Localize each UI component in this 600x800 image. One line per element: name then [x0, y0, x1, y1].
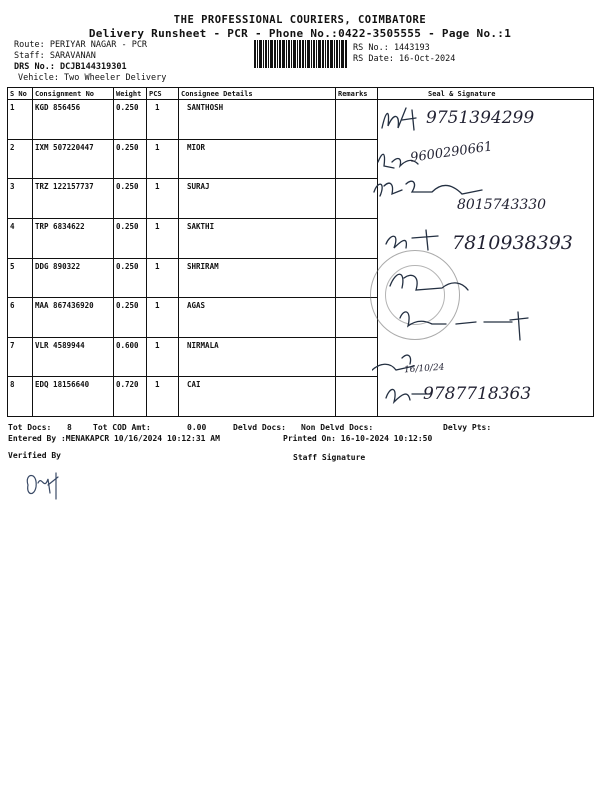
- cell-weight: 0.250: [114, 179, 147, 219]
- cell-sno: 3: [8, 179, 33, 219]
- cell-pcs: 1: [147, 139, 179, 179]
- cell-consignee: MIOR: [179, 139, 336, 179]
- handwritten-date: 16/10/24: [403, 362, 445, 376]
- table-header-row: [8, 88, 594, 100]
- column-header: Seal & Signature: [378, 88, 594, 100]
- cell-consignee: SAKTHI: [179, 218, 336, 258]
- signature-row6: [400, 312, 528, 340]
- cell-weight: 0.600: [114, 337, 147, 377]
- runsheet-subtitle: Delivery Runsheet - PCR - Phone No.:0422-3505555 - Page No.:1: [88, 27, 512, 40]
- cell-consignee: SANTHOSH: [179, 100, 336, 140]
- cell-consignee: AGAS: [179, 298, 336, 338]
- cell-consignee: NIRMALA: [179, 337, 336, 377]
- tot-cod-value: 0.00: [187, 423, 207, 432]
- cell-sno: 5: [8, 258, 33, 298]
- drs-number: DRS No.: DCJB144319301: [14, 62, 127, 72]
- tot-docs-label: Tot Docs:: [8, 423, 52, 432]
- handwritten-phone-2: 9600290661: [409, 139, 494, 166]
- cell-consignee: SHRIRAM: [179, 258, 336, 298]
- printed-on: Printed On: 16-10-2024 10:12:50: [283, 434, 433, 443]
- cell-consignee: CAI: [179, 377, 336, 417]
- cell-consignment: KGD 856456: [33, 100, 114, 140]
- column-header: Weight: [114, 88, 147, 100]
- cell-sno: 2: [8, 139, 33, 179]
- column-header: Consignment No: [33, 88, 114, 100]
- company-title: THE PROFESSIONAL COURIERS, COIMBATORE: [173, 14, 427, 26]
- signature-row3: [374, 181, 482, 196]
- verified-by-label: Verified By: [8, 451, 61, 460]
- handwritten-phone-1: 9751394299: [426, 108, 535, 128]
- route-label: Route: PERIYAR NAGAR - PCR: [14, 40, 148, 50]
- column-header: Consignee Details: [179, 88, 336, 100]
- staff-signature-label: Staff Signature: [293, 453, 366, 462]
- cell-consignee: SURAJ: [179, 179, 336, 219]
- cell-sno: 1: [8, 100, 33, 140]
- rs-date: RS Date: 16-Oct-2024: [353, 54, 456, 64]
- cell-sno: 7: [8, 337, 33, 377]
- cell-weight: 0.250: [114, 258, 147, 298]
- cell-sno: 6: [8, 298, 33, 338]
- cell-consignment: EDQ 18156640: [33, 377, 114, 417]
- cell-consignment: TRZ 122157737: [33, 179, 114, 219]
- vehicle-label: Vehicle: Two Wheeler Delivery: [18, 73, 167, 83]
- tot-docs-value: 8: [67, 423, 72, 432]
- handwritten-phone-4: 7810938393: [452, 232, 573, 254]
- cell-consignment: DDG 890322: [33, 258, 114, 298]
- cell-consignment: MAA 867436920: [33, 298, 114, 338]
- cell-consignment: IXM 507220447: [33, 139, 114, 179]
- column-header: S No: [8, 88, 33, 100]
- signature-row5: [390, 274, 468, 290]
- signature-row4: [386, 230, 438, 250]
- cell-weight: 0.250: [114, 218, 147, 258]
- cell-weight: 0.250: [114, 100, 147, 140]
- cell-pcs: 1: [147, 100, 179, 140]
- cell-sno: 8: [8, 377, 33, 417]
- cell-consignment: TRP 6834622: [33, 218, 114, 258]
- column-header: Remarks: [336, 88, 378, 100]
- cell-weight: 0.250: [114, 298, 147, 338]
- cell-pcs: 1: [147, 258, 179, 298]
- cell-pcs: 1: [147, 337, 179, 377]
- cell-sno: 4: [8, 218, 33, 258]
- delvy-pts-label: Delvy Pts:: [443, 423, 492, 432]
- cell-pcs: 1: [147, 298, 179, 338]
- non-delvd-docs-label: Non Delvd Docs:: [301, 423, 374, 432]
- cell-pcs: 1: [147, 218, 179, 258]
- rs-number: RS No.: 1443193: [353, 43, 430, 53]
- barcode-image: [254, 40, 348, 68]
- handwritten-phone-3: 8015743330: [457, 197, 547, 213]
- column-header: PCS: [147, 88, 179, 100]
- signature-row1: [382, 108, 416, 130]
- cell-consignment: VLR 4589944: [33, 337, 114, 377]
- delvd-docs-label: Delvd Docs:: [233, 423, 286, 432]
- cell-pcs: 1: [147, 179, 179, 219]
- cell-weight: 0.250: [114, 139, 147, 179]
- entered-by: Entered By :MENAKAPCR 10/16/2024 10:12:31 AM: [8, 434, 220, 443]
- tot-cod-label: Tot COD Amt:: [93, 423, 151, 432]
- cell-weight: 0.720: [114, 377, 147, 417]
- cell-pcs: 1: [147, 377, 179, 417]
- handwritten-phone-8: 9787718363: [423, 384, 532, 404]
- verifier-signature: [22, 465, 72, 505]
- staff-label: Staff: SARAVANAN: [14, 51, 96, 61]
